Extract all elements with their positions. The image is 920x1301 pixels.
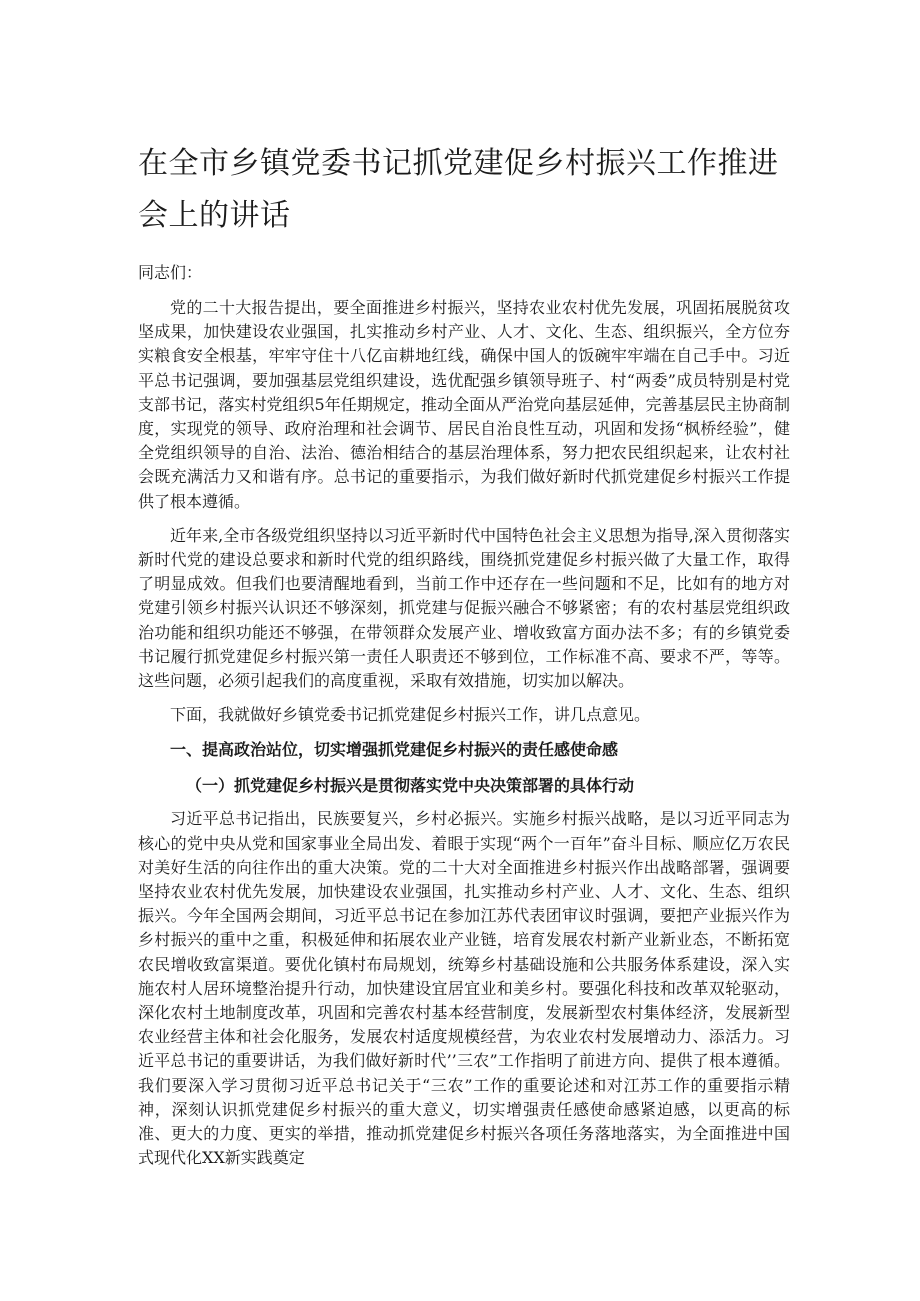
paragraph: 党的二十大报告提出，要全面推进乡村振兴，坚持农业农村优先发展，巩固拓展脱贫攻坚成果，加快建设农业强国，扎实推动乡村产业、人才、文化、生态、组织振兴，全方位夯实粮食安全根基，牢牢守住十八亿亩耕地红线，确保中国人的饭碗牢牢端在自己手中。习近平总书记强调，要加强基层党组织建设，选优配强乡镇领导班子、村“两委”成员特别是村党支部书记，落实村党组织5年任期规定，推动全面从严治党向基层延伸，完善基层民主协商制度，实现党的领导、政府治理和社会调节、居民自治良性互动，巩固和发扬“枫桥经验”，健全党组织领导的自治、法治、德治相结合的基层治理体系，努力把农民组织起来，让农村社会既充满活力又和谐有序。总书记的重要指示，为我们做好新时代抓党建促乡村振兴工作提供了根本遵循。 <box>138 298 790 511</box>
section-heading: 一、提高政治站位，切实增强抓党建促乡村振兴的责任感使命感 <box>170 740 619 760</box>
subsection-heading: （一）抓党建促乡村振兴是贯彻落实党中央决策部署的具体行动 <box>186 776 635 796</box>
paragraph: 下面，我就做好乡镇党委书记抓党建促乡村振兴工作，讲几点意见。 <box>170 705 651 725</box>
paragraph: 近年来,全市各级党组织坚持以习近平新时代中国特色社会主义思想为指导,深入贯彻落实新时代党的建设总要求和新时代党的组织路线，围绕抓党建促乡村振兴做了大量工作，取得了明显成效。但我们也要清醒地看到，当前工作中还存在一些问题和不足，比如有的地方对党建引领乡村振兴认识还不够深刻，抓党建与促振兴融合不够紧密；有的农村基层党组织政治功能和组织功能还不够强，在带领群众发展产业、增收致富方面办法不多；有的乡镇党委书记履行抓党建促乡村振兴第一责任人职责还不够到位，工作标准不高、要求不严，等等。这些问题，必须引起我们的高度重视，采取有效措施，切实加以解决。 <box>138 525 790 691</box>
document-page <box>138 138 790 1181</box>
salutation: 同志们： <box>138 263 203 282</box>
document-title: 在全市乡镇党委书记抓党建促乡村振兴工作推进会上的讲话 <box>138 146 779 233</box>
paragraph: 习近平总书记指出，民族要复兴，乡村必振兴。实施乡村振兴战略，是以习近平同志为核心的党中央从党和国家事业全局出发、着眼于实现“两个一百年”奋斗目标、顺应亿万农民对美好生活的向往作出的重大决策。党的二十大对全面推进乡村振兴作出战略部署，强调要坚持农业农村优先发展，加快建设农业强国，扎实推动乡村产业、人才、文化、生态、组织振兴。今年全国两会期间，习近平总书记在参加江苏代表团审议时强调，要把产业振兴作为乡村振兴的重中之重，积极延伸和拓展农业产业链，培育发展农村新产业新业态，不断拓宽农民增收致富渠道。要优化镇村布局规划，统筹乡村基础设施和公共服务体系建设，深入实施农村人居环境整治提升行动，加快建设宜居宜业和美乡村。要强化科技和改革双轮驱动，深化农村土地制度改革，巩固和完善农村基本经营制度，发展新型农村集体经济，发展新型农业经营主体和社会化服务，发展农村适度规模经营，为农业农村发展增动力、添活力。习近平总书记的重要讲话，为我们做好新时代’’三农”工作指明了前进方向、提供了根本遵循。我们要深入学习贯彻习近平总书记关于“三农”工作的重要论述和对江苏工作的重要指示精神，深刻认识抓党建促乡村振兴的重大意义，切实增强责任感使命感紧迫感，以更高的标准、更大的力度、更实的举措，推动抓党建促乡村振兴各项任务落地落实，为全面推进中国式现代化XX新实践奠定 <box>138 809 790 1168</box>
